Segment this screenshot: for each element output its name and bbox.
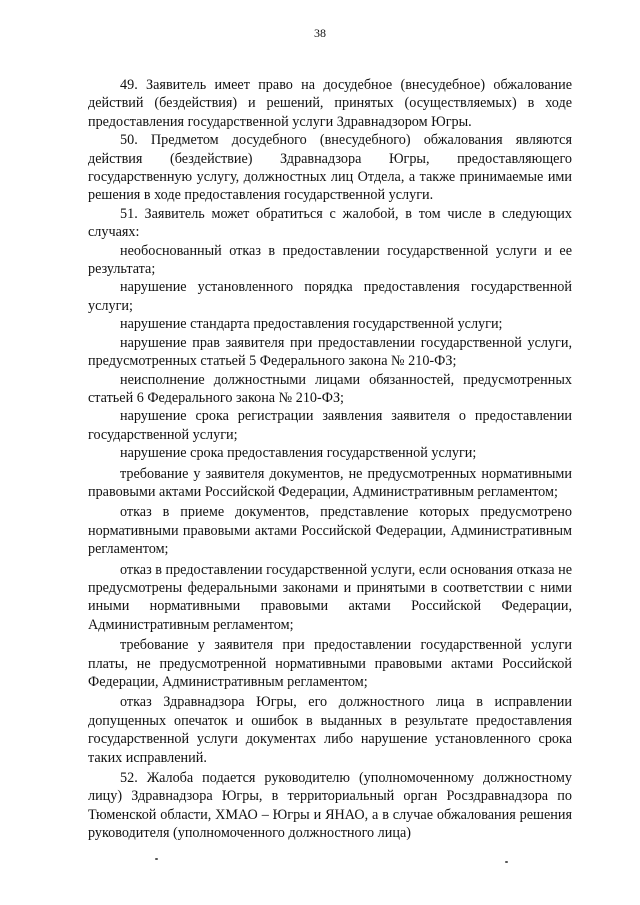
- document-body: [88, 76, 572, 843]
- list-item-excess-documents: требование у заявителя документов, не предусмотренных нормативными правовыми актами Российской Федерации, Административным регламентом;: [88, 465, 572, 500]
- list-item-document-refusal: отказ в приеме документов, представление которых предусмотрено нормативными правовыми актами Российской Федерации, Административным регламентом;: [88, 504, 572, 558]
- page-number: 38: [314, 26, 326, 40]
- list-item-service-refusal: отказ в предоставлении государственной услуги, если основания отказа не предусмотрены федеральными законами и принятыми в соответствии с ними иными нормативными правовыми актами Российской Федерации, Административным регламентом;: [88, 561, 572, 633]
- list-item-unfounded-refusal: необоснованный отказ в предоставлении государственной услуги и ее результата;: [88, 242, 572, 278]
- list-item-rights-violation: нарушение прав заявителя при предоставлении государственной услуги, предусмотренных статьей 5 Федерального закона № 210-ФЗ;: [88, 334, 572, 370]
- list-item-non-fulfillment: неисполнение должностными лицами обязанностей, предусмотренных статьей 6 Федерального закона № 210-ФЗ;: [88, 371, 572, 406]
- paragraph-49: 49. Заявитель имеет право на досудебное (внесудебное) обжалование действий (бездействия) и решений, принятых (осуществляемых) в ходе предоставления государственной услуги Здравнадзором Югры.: [88, 77, 572, 130]
- list-item-standard-violation: нарушение стандарта предоставления государственной услуги;: [120, 316, 503, 333]
- list-item-payment-requirement: требование у заявителя при предоставлении государственной услуги платы, не предусмотренной нормативными правовыми актами Российской Федерации, Административным регламентом;: [88, 637, 572, 690]
- paragraph-50: 50. Предметом досудебного (внесудебного) обжалования являются действия (бездействие) Здравнадзора Югры, предоставляющего государственную услугу, должностных лиц Отдела, а также принимаемые ими решения в ходе предоставления государственной услуги.: [88, 132, 572, 204]
- list-item-registration-deadline: нарушение срока регистрации заявления заявителя о предоставлении государственной услуги;: [88, 408, 572, 443]
- list-item-service-deadline: нарушение срока предоставления государственной услуги;: [120, 445, 477, 462]
- scan-speck: [505, 861, 508, 863]
- paragraph-51: 51. Заявитель может обратиться с жалобой, в том числе в следующих случаях:: [88, 205, 572, 241]
- scan-speck: [155, 858, 158, 860]
- list-item-correction-refusal: отказ Здравнадзора Югры, его должностного лица в исправлении допущенных опечаток и ошибок в выданных в результате предоставления государственной услуги документах либо нарушение установленного срока таких исправлений.: [88, 694, 572, 766]
- paragraph-52: 52. Жалоба подается руководителю (уполномоченному должностному лицу) Здравнадзора Югры, в территориальный орган Росздравнадзора по Тюменской области, ХМАО – Югры и ЯНАО, а в случае обжалования решения руководителя (уполномоченного должностного лица): [88, 770, 572, 842]
- list-item-procedure-violation: нарушение установленного порядка предоставления государственной услуги;: [88, 279, 572, 314]
